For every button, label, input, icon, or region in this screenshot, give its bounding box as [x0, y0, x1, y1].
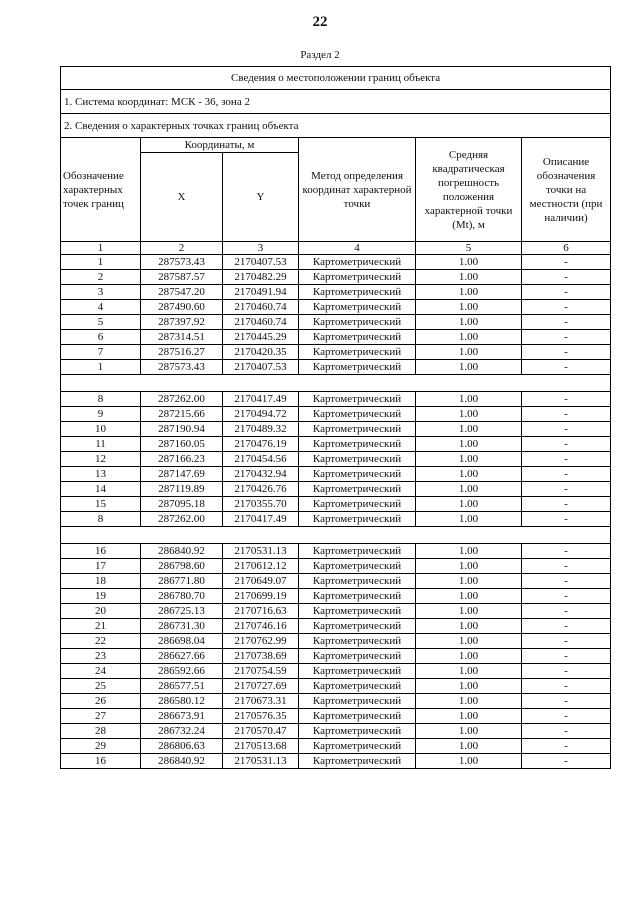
precision-cell: 1.00 — [416, 345, 522, 360]
y-coordinate: 2170746.16 — [223, 619, 299, 634]
x-coordinate: 287166.23 — [141, 452, 223, 467]
table-row — [61, 559, 611, 574]
table-row — [61, 649, 611, 664]
table-row — [61, 467, 611, 482]
section-label: Раздел 2 — [300, 49, 340, 61]
description-cell: - — [522, 407, 611, 422]
precision-cell: 1.00 — [416, 574, 522, 589]
x-coordinate: 287490.60 — [141, 300, 223, 315]
x-coordinate: 286577.51 — [141, 679, 223, 694]
method-cell: Картометрический — [299, 512, 416, 527]
precision-cell: 1.00 — [416, 754, 522, 769]
point-id: 22 — [61, 634, 141, 649]
y-coordinate: 2170407.53 — [223, 360, 299, 375]
method-cell: Картометрический — [299, 467, 416, 482]
description-cell: - — [522, 754, 611, 769]
point-id: 12 — [61, 452, 141, 467]
description-cell: - — [522, 544, 611, 559]
point-id: 14 — [61, 482, 141, 497]
description-cell: - — [522, 255, 611, 270]
table-row — [61, 345, 611, 360]
method-cell: Картометрический — [299, 694, 416, 709]
x-coordinate: 287516.27 — [141, 345, 223, 360]
x-coordinate: 287160.05 — [141, 437, 223, 452]
x-coordinate: 287190.94 — [141, 422, 223, 437]
x-coordinate: 287215.66 — [141, 407, 223, 422]
description-cell: - — [522, 709, 611, 724]
precision-cell: 1.00 — [416, 330, 522, 345]
y-coordinate: 2170460.74 — [223, 315, 299, 330]
point-id: 8 — [61, 392, 141, 407]
column-number: 1 — [61, 242, 141, 255]
table-row — [61, 270, 611, 285]
x-coordinate: 286673.91 — [141, 709, 223, 724]
x-coordinate: 286806.63 — [141, 739, 223, 754]
point-id: 5 — [61, 315, 141, 330]
table-row — [61, 255, 611, 270]
y-coordinate: 2170460.74 — [223, 300, 299, 315]
table-row — [61, 574, 611, 589]
point-id: 23 — [61, 649, 141, 664]
y-coordinate: 2170754.59 — [223, 664, 299, 679]
point-id: 17 — [61, 559, 141, 574]
description-cell: - — [522, 724, 611, 739]
point-id: 20 — [61, 604, 141, 619]
table-row — [61, 285, 611, 300]
method-cell: Картометрический — [299, 589, 416, 604]
point-id: 28 — [61, 724, 141, 739]
y-coordinate: 2170355.70 — [223, 497, 299, 512]
y-coordinate: 2170612.12 — [223, 559, 299, 574]
header-designation: Обозначение характерных точек границ — [61, 138, 141, 242]
precision-cell: 1.00 — [416, 285, 522, 300]
description-cell: - — [522, 634, 611, 649]
y-coordinate: 2170716.63 — [223, 604, 299, 619]
point-id: 3 — [61, 285, 141, 300]
table-row — [61, 360, 611, 375]
description-cell: - — [522, 360, 611, 375]
table-row — [61, 422, 611, 437]
y-coordinate: 2170454.56 — [223, 452, 299, 467]
header-x: X — [141, 153, 223, 242]
table-row — [61, 589, 611, 604]
precision-cell: 1.00 — [416, 360, 522, 375]
precision-cell: 1.00 — [416, 452, 522, 467]
precision-cell: 1.00 — [416, 300, 522, 315]
x-coordinate: 286627.66 — [141, 649, 223, 664]
description-cell: - — [522, 679, 611, 694]
point-id: 19 — [61, 589, 141, 604]
table-row — [61, 452, 611, 467]
x-coordinate: 287547.20 — [141, 285, 223, 300]
y-coordinate: 2170407.53 — [223, 255, 299, 270]
header-method: Метод определения координат характерной точки — [299, 138, 416, 242]
y-coordinate: 2170489.32 — [223, 422, 299, 437]
description-cell: - — [522, 589, 611, 604]
point-id: 16 — [61, 754, 141, 769]
description-cell: - — [522, 649, 611, 664]
description-cell: - — [522, 452, 611, 467]
table-row — [61, 604, 611, 619]
precision-cell: 1.00 — [416, 739, 522, 754]
y-coordinate: 2170476.19 — [223, 437, 299, 452]
description-cell: - — [522, 422, 611, 437]
description-cell: - — [522, 285, 611, 300]
description-cell: - — [522, 467, 611, 482]
y-coordinate: 2170417.49 — [223, 512, 299, 527]
point-id: 10 — [61, 422, 141, 437]
point-id: 11 — [61, 437, 141, 452]
method-cell: Картометрический — [299, 634, 416, 649]
y-coordinate: 2170531.13 — [223, 754, 299, 769]
precision-cell: 1.00 — [416, 709, 522, 724]
precision-cell: 1.00 — [416, 589, 522, 604]
y-coordinate: 2170673.31 — [223, 694, 299, 709]
table-row — [61, 724, 611, 739]
description-cell: - — [522, 512, 611, 527]
method-cell: Картометрический — [299, 739, 416, 754]
description-cell: - — [522, 739, 611, 754]
precision-cell: 1.00 — [416, 270, 522, 285]
table-row — [61, 512, 611, 527]
precision-cell: 1.00 — [416, 392, 522, 407]
y-coordinate: 2170432.94 — [223, 467, 299, 482]
precision-cell: 1.00 — [416, 437, 522, 452]
table-row — [61, 664, 611, 679]
precision-cell: 1.00 — [416, 544, 522, 559]
x-coordinate: 287095.18 — [141, 497, 223, 512]
description-cell: - — [522, 574, 611, 589]
precision-cell: 1.00 — [416, 255, 522, 270]
x-coordinate: 286731.30 — [141, 619, 223, 634]
description-cell: - — [522, 300, 611, 315]
table-row — [61, 544, 611, 559]
x-coordinate: 287147.69 — [141, 467, 223, 482]
precision-cell: 1.00 — [416, 619, 522, 634]
method-cell: Картометрический — [299, 330, 416, 345]
header-y: Y — [223, 153, 299, 242]
y-coordinate: 2170482.29 — [223, 270, 299, 285]
precision-cell: 1.00 — [416, 724, 522, 739]
y-coordinate: 2170513.68 — [223, 739, 299, 754]
method-cell: Картометрический — [299, 255, 416, 270]
y-coordinate: 2170699.19 — [223, 589, 299, 604]
table-row — [61, 709, 611, 724]
method-cell: Картометрический — [299, 422, 416, 437]
column-number: 4 — [299, 242, 416, 255]
description-cell: - — [522, 664, 611, 679]
method-cell: Картометрический — [299, 452, 416, 467]
table-row — [61, 315, 611, 330]
x-coordinate: 286798.60 — [141, 559, 223, 574]
header-coordinates: Координаты, м — [141, 138, 299, 153]
point-id: 21 — [61, 619, 141, 634]
x-coordinate: 287573.43 — [141, 255, 223, 270]
method-cell: Картометрический — [299, 345, 416, 360]
description-cell: - — [522, 694, 611, 709]
y-coordinate: 2170494.72 — [223, 407, 299, 422]
column-number: 2 — [141, 242, 223, 255]
precision-cell: 1.00 — [416, 679, 522, 694]
description-cell: - — [522, 330, 611, 345]
table-row — [61, 739, 611, 754]
y-coordinate: 2170445.29 — [223, 330, 299, 345]
point-id: 15 — [61, 497, 141, 512]
column-number: 3 — [223, 242, 299, 255]
x-coordinate: 286592.66 — [141, 664, 223, 679]
method-cell: Картометрический — [299, 709, 416, 724]
method-cell: Картометрический — [299, 559, 416, 574]
point-id: 1 — [61, 255, 141, 270]
point-id: 8 — [61, 512, 141, 527]
point-id: 1 — [61, 360, 141, 375]
y-coordinate: 2170570.47 — [223, 724, 299, 739]
method-cell: Картометрический — [299, 604, 416, 619]
precision-cell: 1.00 — [416, 649, 522, 664]
x-coordinate: 286840.92 — [141, 754, 223, 769]
method-cell: Картометрический — [299, 664, 416, 679]
x-coordinate: 286771.80 — [141, 574, 223, 589]
point-id: 2 — [61, 270, 141, 285]
description-cell: - — [522, 270, 611, 285]
point-id: 4 — [61, 300, 141, 315]
x-coordinate: 287587.57 — [141, 270, 223, 285]
description-cell: - — [522, 497, 611, 512]
method-cell: Картометрический — [299, 544, 416, 559]
y-coordinate: 2170649.07 — [223, 574, 299, 589]
column-numbers-row — [61, 242, 611, 255]
precision-cell: 1.00 — [416, 694, 522, 709]
table-row — [61, 437, 611, 452]
table-row — [61, 679, 611, 694]
method-cell: Картометрический — [299, 497, 416, 512]
x-coordinate: 286725.13 — [141, 604, 223, 619]
method-cell: Картометрический — [299, 315, 416, 330]
table-row — [61, 694, 611, 709]
table-row — [61, 407, 611, 422]
point-id: 16 — [61, 544, 141, 559]
table-row — [61, 754, 611, 769]
point-id: 29 — [61, 739, 141, 754]
precision-cell: 1.00 — [416, 482, 522, 497]
method-cell: Картометрический — [299, 649, 416, 664]
method-cell: Картометрический — [299, 482, 416, 497]
x-coordinate: 286840.92 — [141, 544, 223, 559]
point-id: 26 — [61, 694, 141, 709]
table-title: Сведения о местоположении границ объекта — [61, 67, 611, 90]
y-coordinate: 2170420.35 — [223, 345, 299, 360]
point-id: 25 — [61, 679, 141, 694]
x-coordinate: 287262.00 — [141, 392, 223, 407]
precision-cell: 1.00 — [416, 407, 522, 422]
table-row — [61, 392, 611, 407]
y-coordinate: 2170491.94 — [223, 285, 299, 300]
method-cell: Картометрический — [299, 724, 416, 739]
precision-cell: 1.00 — [416, 315, 522, 330]
point-id: 6 — [61, 330, 141, 345]
y-coordinate: 2170417.49 — [223, 392, 299, 407]
coordinate-system-line: 1. Система координат: МСК - 36, зона 2 — [61, 90, 611, 114]
description-cell: - — [522, 315, 611, 330]
point-id: 27 — [61, 709, 141, 724]
method-cell: Картометрический — [299, 619, 416, 634]
boundary-points-table — [60, 66, 611, 769]
method-cell: Картометрический — [299, 360, 416, 375]
y-coordinate: 2170738.69 — [223, 649, 299, 664]
method-cell: Картометрический — [299, 392, 416, 407]
table-row — [61, 482, 611, 497]
x-coordinate: 286732.24 — [141, 724, 223, 739]
description-cell: - — [522, 619, 611, 634]
precision-cell: 1.00 — [416, 559, 522, 574]
description-cell: - — [522, 604, 611, 619]
page-number: 22 — [312, 14, 328, 30]
method-cell: Картометрический — [299, 285, 416, 300]
x-coordinate: 286780.70 — [141, 589, 223, 604]
contour-separator-row — [61, 375, 611, 392]
x-coordinate: 287397.92 — [141, 315, 223, 330]
column-number: 6 — [522, 242, 611, 255]
precision-cell: 1.00 — [416, 467, 522, 482]
characteristic-points-line: 2. Сведения о характерных точках границ объекта — [61, 114, 611, 138]
point-id: 7 — [61, 345, 141, 360]
point-id: 24 — [61, 664, 141, 679]
x-coordinate: 287314.51 — [141, 330, 223, 345]
header-precision: Средняя квадратическая погрешность положения характерной точки (Mt), м — [416, 138, 522, 242]
point-id: 9 — [61, 407, 141, 422]
description-cell: - — [522, 482, 611, 497]
contour-separator-row — [61, 527, 611, 544]
x-coordinate: 286580.12 — [141, 694, 223, 709]
column-number: 5 — [416, 242, 522, 255]
y-coordinate: 2170426.76 — [223, 482, 299, 497]
precision-cell: 1.00 — [416, 664, 522, 679]
y-coordinate: 2170531.13 — [223, 544, 299, 559]
description-cell: - — [522, 559, 611, 574]
table-row — [61, 330, 611, 345]
header-description: Описание обозначения точки на местности (при наличии) — [522, 138, 611, 242]
contour-separator — [61, 527, 611, 544]
x-coordinate: 287262.00 — [141, 512, 223, 527]
method-cell: Картометрический — [299, 679, 416, 694]
method-cell: Картометрический — [299, 300, 416, 315]
method-cell: Картометрический — [299, 754, 416, 769]
description-cell: - — [522, 345, 611, 360]
y-coordinate: 2170576.35 — [223, 709, 299, 724]
y-coordinate: 2170762.99 — [223, 634, 299, 649]
precision-cell: 1.00 — [416, 422, 522, 437]
description-cell: - — [522, 392, 611, 407]
table-row — [61, 619, 611, 634]
method-cell: Картометрический — [299, 407, 416, 422]
x-coordinate: 287119.89 — [141, 482, 223, 497]
precision-cell: 1.00 — [416, 604, 522, 619]
point-id: 13 — [61, 467, 141, 482]
table-row — [61, 497, 611, 512]
table-row — [61, 300, 611, 315]
x-coordinate: 287573.43 — [141, 360, 223, 375]
method-cell: Картометрический — [299, 437, 416, 452]
precision-cell: 1.00 — [416, 634, 522, 649]
method-cell: Картометрический — [299, 574, 416, 589]
point-id: 18 — [61, 574, 141, 589]
y-coordinate: 2170727.69 — [223, 679, 299, 694]
description-cell: - — [522, 437, 611, 452]
x-coordinate: 286698.04 — [141, 634, 223, 649]
method-cell: Картометрический — [299, 270, 416, 285]
contour-separator — [61, 375, 611, 392]
precision-cell: 1.00 — [416, 512, 522, 527]
precision-cell: 1.00 — [416, 497, 522, 512]
table-row — [61, 634, 611, 649]
